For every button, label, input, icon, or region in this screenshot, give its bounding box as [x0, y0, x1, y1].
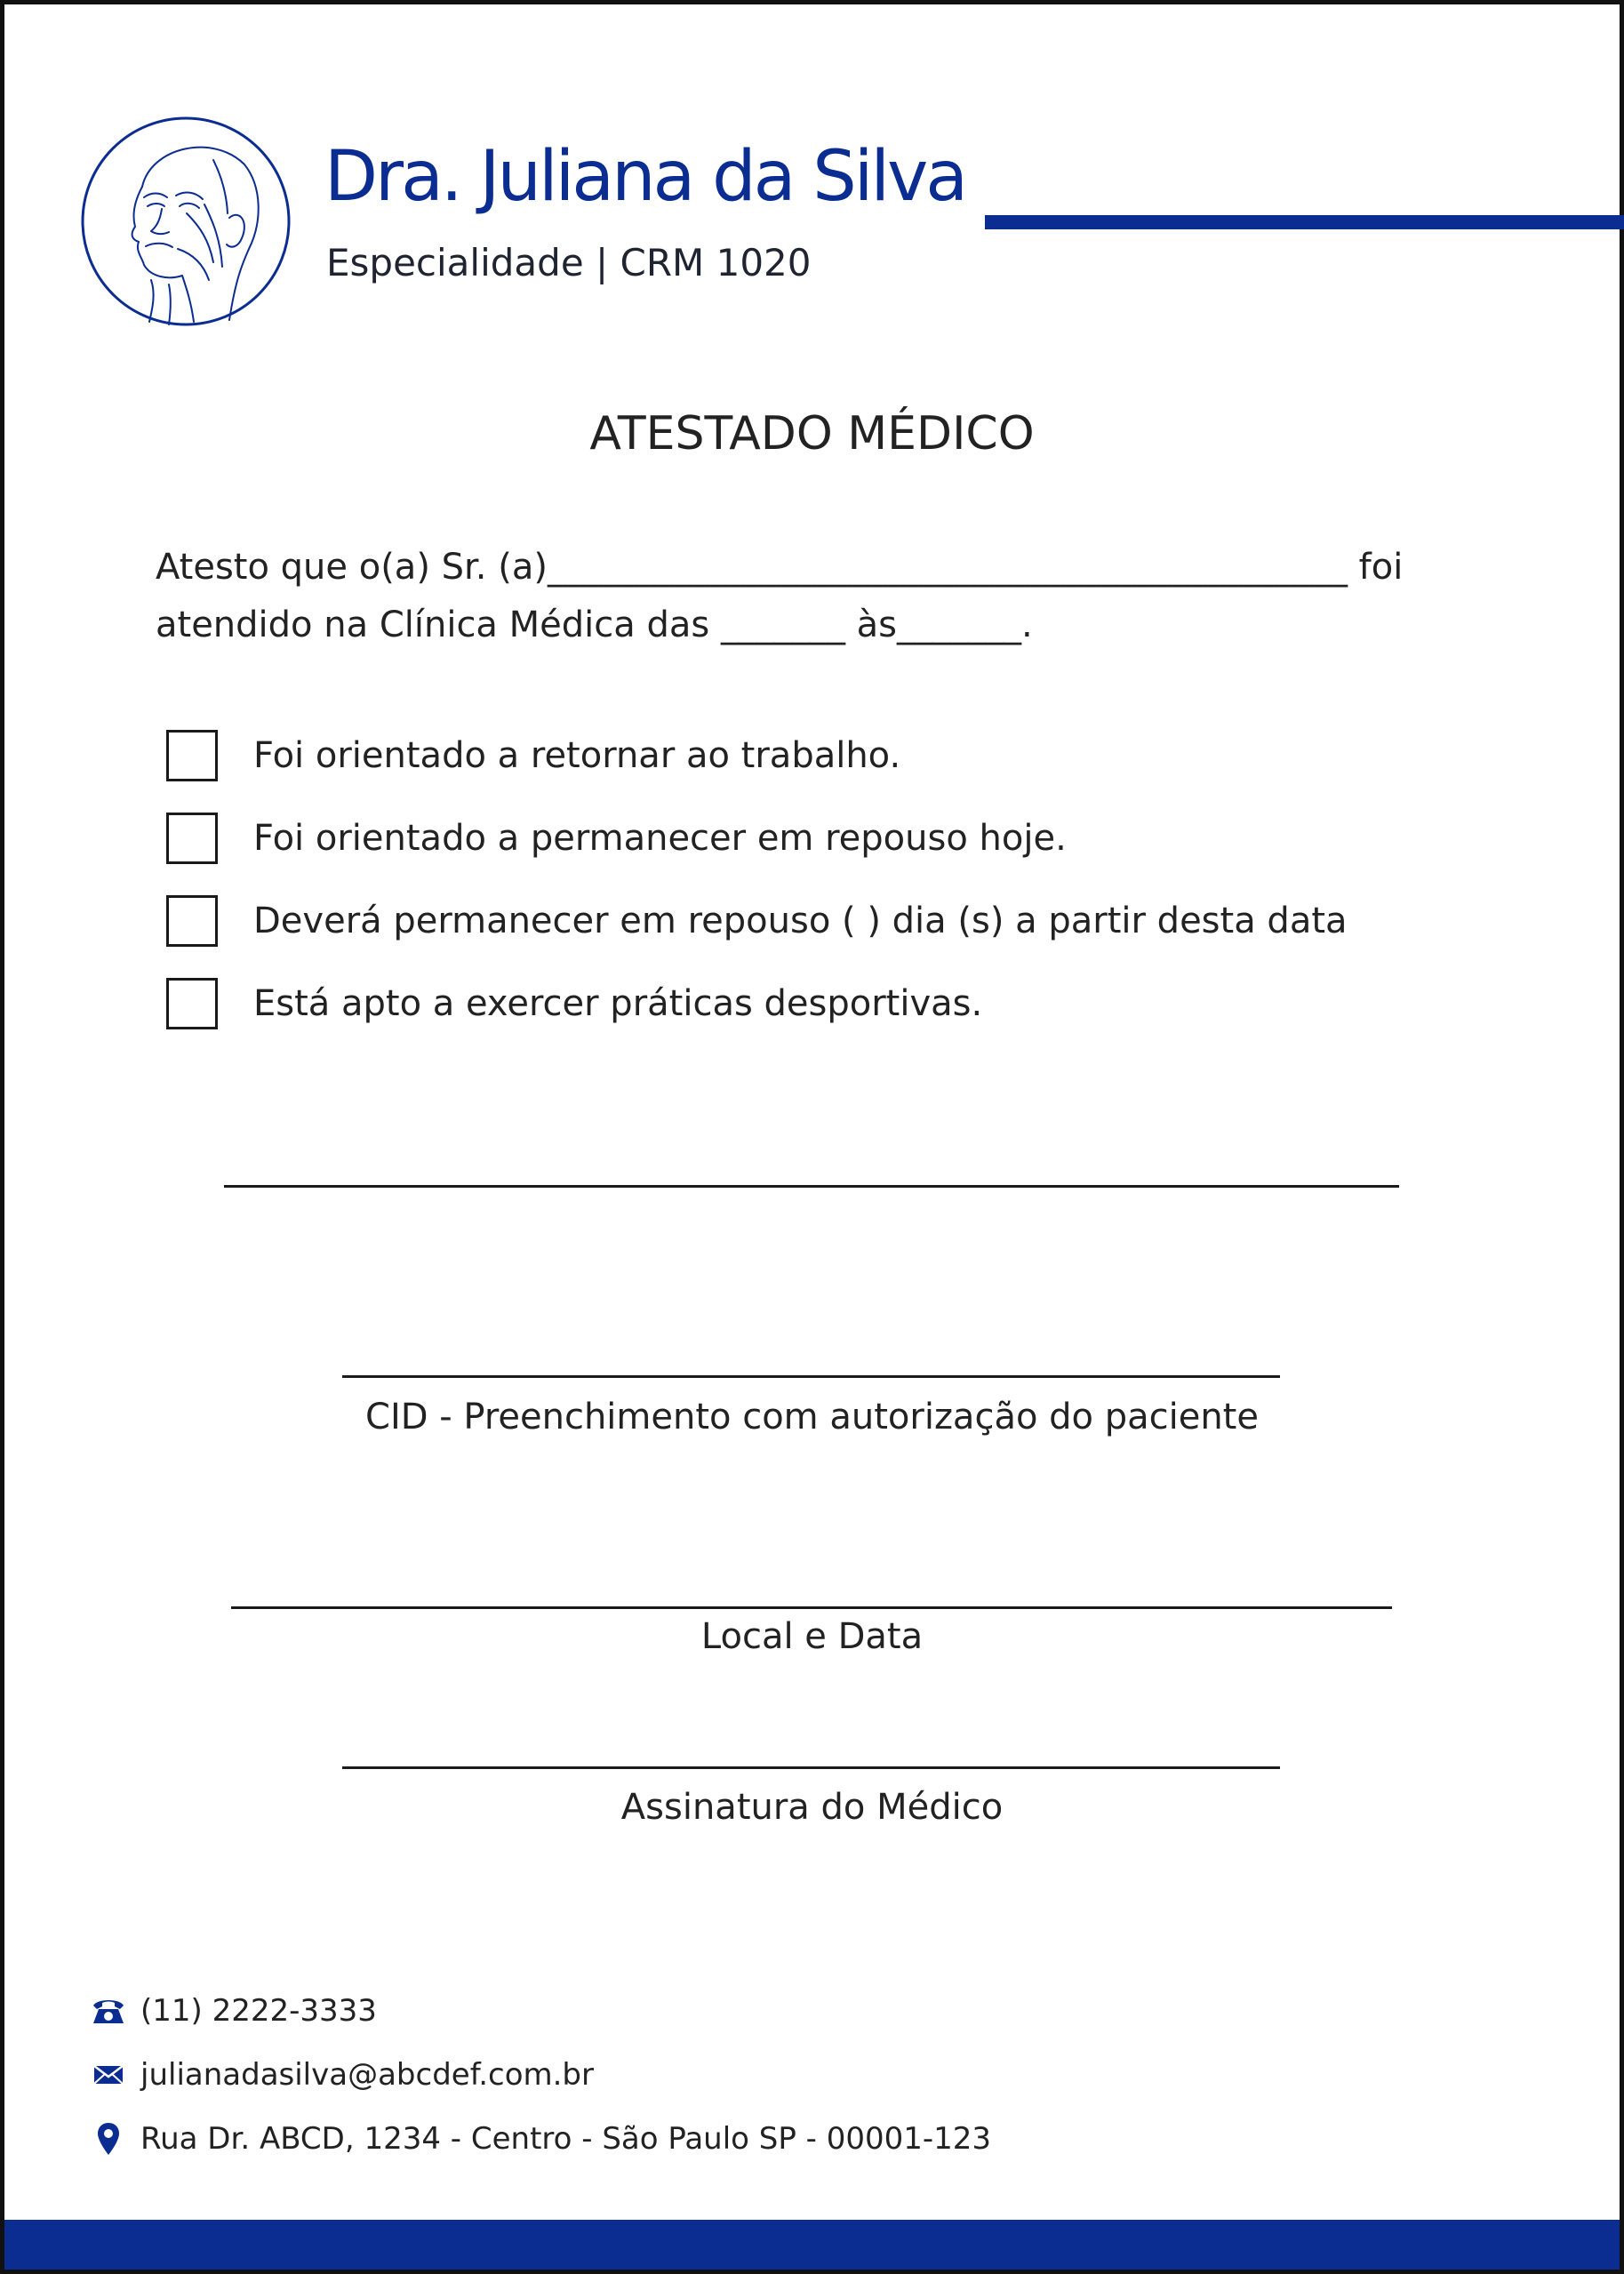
envelope-icon [89, 2055, 128, 2094]
signature-line[interactable] [342, 1766, 1280, 1769]
phone-number: (11) 2222-3333 [140, 1993, 377, 2029]
checklist-label: Deverá permanecer em repouso ( ) dia (s) a partir desta data [253, 901, 1348, 941]
email-address: julianadasilva@abcdef.com.br [140, 2057, 594, 2093]
doctor-name: Dra. Juliana da Silva [324, 137, 966, 217]
location-pin-icon [89, 2119, 128, 2158]
attestation-statement [156, 539, 1507, 654]
checklist-item [166, 975, 1348, 1032]
checkbox[interactable] [166, 813, 218, 864]
doctor-specialty: Especialidade | CRM 1020 [326, 241, 812, 284]
notes-line[interactable] [224, 1185, 1399, 1188]
checklist-item [166, 810, 1348, 867]
statement-line-2: atendido na Clínica Médica das _______ às_______. [156, 605, 1033, 645]
footer-accent-bar [4, 2220, 1620, 2270]
header-accent-bar [985, 215, 1624, 229]
local-date-line[interactable] [231, 1606, 1392, 1609]
contact-email [89, 2055, 594, 2094]
cid-caption: CID - Preenchimento com autorização do paciente [365, 1397, 1259, 1437]
contact-phone [89, 1991, 377, 2030]
checklist-label: Foi orientado a permanecer em repouso hoje. [253, 818, 1067, 859]
checklist-label: Está apto a exercer práticas desportivas. [253, 983, 983, 1024]
signature-caption: Assinatura do Médico [620, 1787, 1004, 1828]
cid-line[interactable] [342, 1375, 1280, 1378]
checkbox[interactable] [166, 730, 218, 781]
orientation-checklist [166, 727, 1348, 1058]
checkbox[interactable] [166, 978, 218, 1029]
checklist-item [166, 893, 1348, 949]
face-anatomy-icon [80, 116, 292, 327]
phone-icon [89, 1991, 128, 2030]
street-address: Rua Dr. ABCD, 1234 - Centro - São Paulo SP - 00001-123 [140, 2121, 992, 2157]
checklist-label: Foi orientado a retornar ao trabalho. [253, 735, 901, 776]
contact-address [89, 2119, 991, 2158]
local-date-caption: Local e Data [700, 1616, 924, 1657]
statement-line-1: Atesto que o(a) Sr. (a)_____________________________________________ foi [156, 547, 1404, 588]
checklist-item [166, 727, 1348, 784]
checkbox[interactable] [166, 895, 218, 947]
document-title: ATESTADO MÉDICO [589, 407, 1035, 460]
